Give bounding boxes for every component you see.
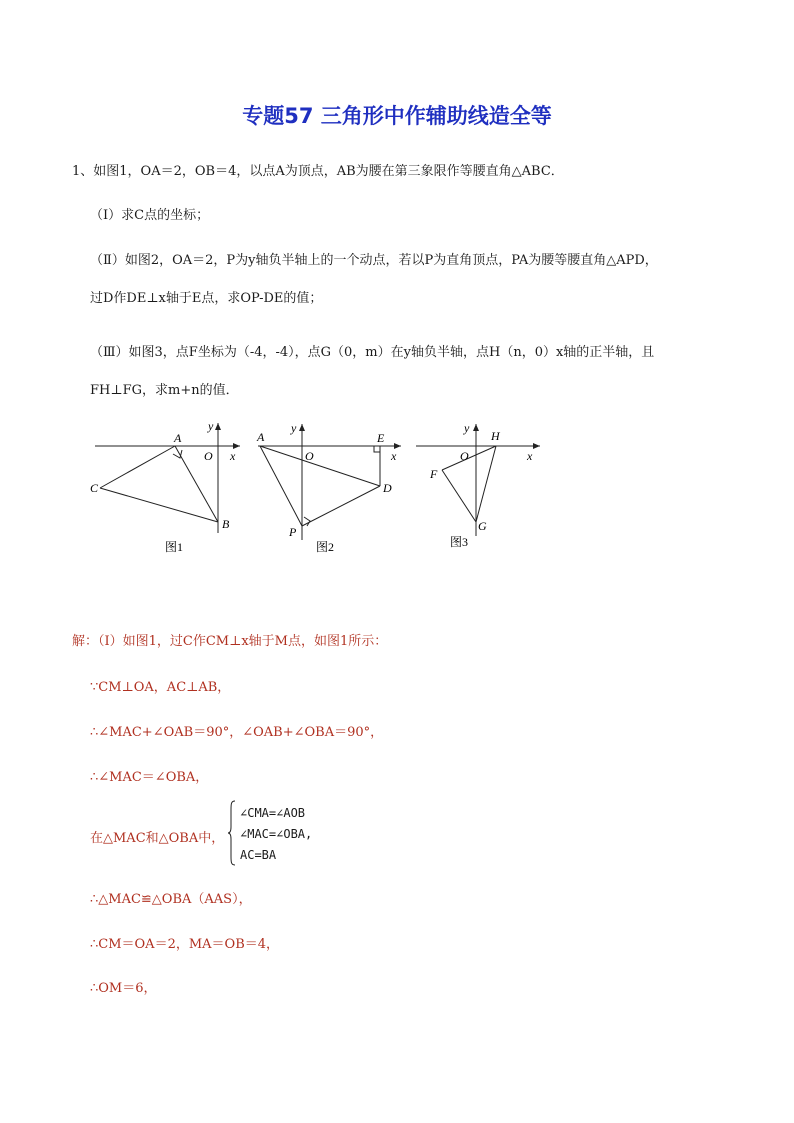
fig1-label-y: y	[208, 419, 214, 433]
page-title: 专题57 三角形中作辅助线造全等	[242, 104, 552, 128]
solution-line-8: ∴OM＝6，	[90, 981, 157, 996]
fig3-segment-HG	[476, 446, 496, 522]
fig2-caption: 图2	[316, 540, 335, 554]
solution-line-1: 解：（Ⅰ）如图1，过C作CM⊥x轴于M点，如图1所示：	[72, 634, 388, 649]
solution-line-7: ∴CM＝OA＝2，MA＝OB＝4，	[90, 937, 280, 952]
figure-1	[90, 418, 250, 563]
fig2-label-D: D	[383, 481, 392, 495]
fig3-y-arrow	[473, 424, 479, 431]
fig2-right-angle-E	[374, 446, 380, 452]
fig3-label-O: O	[460, 449, 469, 463]
fig2-y-arrow	[299, 424, 305, 431]
system-eq-3: AC=BA	[240, 848, 277, 862]
fig3-label-G: G	[478, 519, 487, 533]
system-eq-1: ∠CMA=∠AOB	[240, 806, 306, 820]
figure-3	[412, 418, 547, 558]
fig1-label-A: A	[174, 431, 182, 445]
fig1-caption: 图1	[165, 540, 184, 554]
solution-line-4: ∴∠MAC＝∠OBA，	[90, 770, 209, 785]
fig3-caption: 图3	[450, 535, 469, 549]
fig1-segment-CB	[100, 488, 218, 522]
problem-part1: （Ⅰ）求C点的坐标；	[90, 208, 210, 223]
fig1-segment-AC	[100, 446, 175, 488]
fig3-x-arrow	[533, 443, 540, 449]
figure-2	[253, 418, 408, 563]
problem-part2-line2: 过D作DE⊥x轴于E点，求OP-DE的值；	[90, 291, 323, 306]
fig1-label-O: O	[204, 449, 213, 463]
fig1-label-B: B	[222, 517, 230, 531]
system-brace	[228, 800, 236, 866]
solution-line-6: ∴△MAC≌△OBA（AAS），	[90, 892, 252, 907]
solution-line-2: ∵CM⊥OA，AC⊥AB，	[90, 680, 231, 695]
fig2-label-A: A	[257, 430, 265, 444]
fig3-segment-FH	[442, 446, 496, 470]
problem-part3-line1: （Ⅲ）如图3，点F坐标为（-4，-4），点G（0，m）在y轴负半轴，点H（n，0）x轴的正半轴，且	[90, 345, 655, 360]
system-eq-2: ∠MAC=∠OBA,	[240, 827, 313, 841]
fig3-segment-FG	[442, 470, 476, 522]
problem-part2-line1: （Ⅱ）如图2，OA＝2，P为y轴负半轴上的一个动点，若以P为直角顶点，PA为腰等腰直角△APD，	[90, 253, 658, 268]
fig1-label-C: C	[90, 481, 99, 495]
fig1-y-arrow	[215, 423, 221, 430]
fig2-label-P: P	[289, 525, 297, 539]
fig2-label-x: x	[391, 449, 397, 463]
solution-line-5-prefix: 在△MAC和△OBA中，	[90, 831, 225, 846]
fig1-label-x: x	[230, 449, 236, 463]
problem-intro: 1、如图1，OA＝2，OB＝4，以点A为顶点，AB为腰在第三象限作等腰直角△ABC．	[72, 164, 564, 179]
fig3-label-x: x	[527, 449, 533, 463]
problem-part3-line2: FH⊥FG，求m+n的值．	[90, 383, 239, 398]
fig3-label-H: H	[491, 429, 500, 443]
fig2-label-E: E	[377, 431, 385, 445]
fig3-label-F: F	[430, 467, 438, 481]
fig2-label-O: O	[305, 449, 314, 463]
fig2-segment-PD	[302, 486, 380, 526]
solution-line-3: ∴∠MAC+∠OAB＝90°，∠OAB+∠OBA＝90°，	[90, 725, 384, 740]
fig2-label-y: y	[291, 421, 297, 435]
fig3-label-y: y	[464, 421, 470, 435]
